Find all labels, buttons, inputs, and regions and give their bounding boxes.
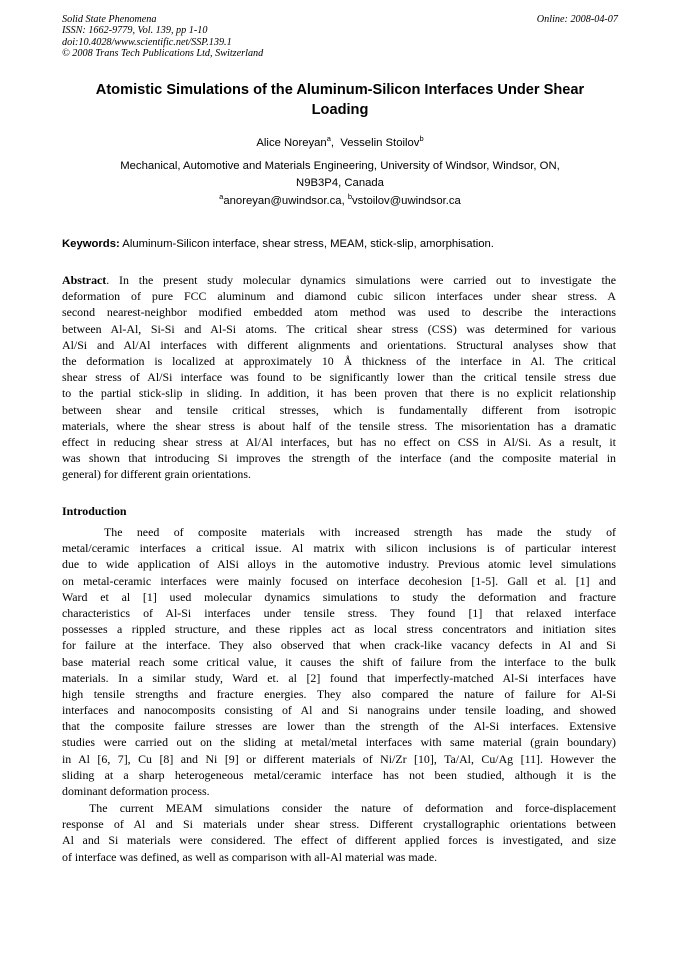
author-superscript: a [326, 134, 331, 143]
paragraph-line: due to wide application of AlSi alloys in the automotive industry. Previous atomic level simulations [62, 557, 616, 572]
keywords-label: Keywords: [62, 238, 120, 250]
paragraph-line: metal/ceramic interfaces a critical issue. Al matrix with silicon inclusions is of particular interest [62, 541, 616, 556]
paragraph-line: high tensile strengths and fracture energies. They also compared the nature of failure for Al-Si [62, 686, 616, 701]
paragraph-line [62, 800, 616, 816]
affiliation-line: Mechanical, Automotive and Materials Engineering, University of Windsor, Windsor, ON, [120, 160, 560, 172]
keywords [62, 237, 618, 251]
author-superscript: b [419, 134, 424, 143]
paragraph-line: Ward et al [1] used molecular dynamics simulations to study the deformation and fracture [62, 589, 616, 604]
email-link[interactable]: anoreyan@uwindsor.ca, [223, 195, 348, 207]
paragraph-line: Al and Si materials were considered. The effect of different applied forces is investigated, and size [62, 833, 616, 848]
email-link[interactable]: vstoilov@uwindsor.ca [352, 195, 461, 207]
abstract-line: second nearest-neighbor modified embedded atom method was used to describe the interactions [62, 305, 616, 320]
email-superscript: a [219, 192, 224, 201]
abstract-line: materials, where the shear stress is about half of the tensile stress. The misorientation has a dramatic [62, 418, 616, 433]
abstract-line: the deformation is localized at approximately 10 Å thickness of the interface in Al. The critical [62, 353, 616, 368]
paper-title [62, 80, 618, 120]
author-name: Vesselin Stoilov [340, 137, 420, 149]
paragraph-line: response of Al and Si materials under shear stress. Different crystallographic orientations between [62, 817, 616, 832]
abstract-label: Abstract [62, 273, 107, 287]
title-line: Loading [311, 102, 369, 118]
abstract-line: Al/Si and Al/Al interfaces with different alignments and orientations. Structural analyses show that [62, 337, 616, 352]
doi-line: doi:10.4028/www.scientific.net/SSP.139.1 [62, 36, 232, 48]
keywords-text: Aluminum-Silicon interface, shear stress, MEAM, stick-slip, amorphisation. [119, 238, 494, 250]
introduction-paragraph-1 [62, 524, 616, 799]
paragraph-line-text: The need of composite materials with increased strength has made the study of [104, 525, 616, 539]
paragraph-line: of interface was defined, as well as comparison with all-Al material was made. [62, 849, 438, 864]
online-date: Online: 2008-04-07 [536, 14, 618, 25]
abstract-line: between shear and tensile critical stresses, which is fundamentally different from isotropic [62, 402, 616, 417]
introduction-paragraph-2 [62, 800, 616, 865]
abstract-line: was shown that introducing Si improves the strength of the interface (and the composite material in [62, 451, 616, 466]
paragraph-line: dominant deformation process. [62, 784, 210, 798]
authors [62, 136, 618, 150]
journal-info [62, 14, 263, 60]
copyright-line: © 2008 Trans Tech Publications Ltd, Switzerland [62, 48, 264, 60]
paragraph-line: possesses a rippled structure, and these ripples act as local stress concentrators and initiation sites [62, 622, 616, 637]
paragraph-line: for failure at the interface. They also observed that when crack-like vacancy defects in Al and Si [62, 638, 616, 653]
abstract [62, 272, 616, 482]
paragraph-line [62, 524, 616, 540]
paragraph-line: base material reach some critical value, it causes the shift of failure from the interface to the bulk [62, 654, 616, 669]
author-separator: , [330, 137, 341, 149]
paragraph-line: characteristics of Al-Si interfaces under tensile stress. They found [1] that relaxed interface [62, 605, 616, 620]
author-name: Alice Noreyan [256, 137, 327, 149]
paragraph-line: that the composite failure stresses are lower than the strength of the Al-Si interfaces. Extensive [62, 719, 616, 734]
issn-line: ISSN: 1662-9779, Vol. 139, pp 1-10 [62, 25, 208, 37]
title-line: Atomistic Simulations of the Aluminum-Silicon Interfaces Under Shear [95, 82, 585, 98]
affiliation-line: N9B3P4, Canada [296, 176, 384, 189]
abstract-line: general) for different grain orientations. [62, 467, 251, 482]
abstract-line: effect in reducing shear stress at Al/Al interfaces, but has no effect on CSS in Al/Si. As a result, it [62, 434, 616, 449]
abstract-line: shear stress of Al/Si interface was found to be significantly lower than the critical tensile stress due [62, 370, 616, 385]
email-superscript: b [347, 192, 353, 201]
abstract-first-line-text: . In the present study molecular dynamics simulations were carried out to investigate the [106, 273, 616, 287]
paragraph-line: materials. In a similar study, Ward et. al [2] found that imperfectly-matched Al-Si interfaces have [62, 670, 616, 685]
abstract-line [62, 272, 616, 288]
paragraph-line: on metal-ceramic interfaces were mainly focused on interface decohesion [1-5]. Gall et al. [1] and [62, 573, 616, 588]
paragraph-line: sliding at a sharp heterogeneous metal/ceramic interface has not been studied, although it is the [62, 767, 616, 782]
abstract-line: between Al-Al, Si-Si and Al-Si atoms. The critical shear stress (CSS) was determined for various [62, 321, 616, 336]
abstract-line: to the partial stick-slip in sliding. In addition, it has been proven that there is no explicit relationship [62, 386, 616, 401]
author-emails [62, 194, 618, 208]
abstract-line: deformation of pure FCC aluminum and diamond cubic silicon interfaces under shear stress. A [62, 289, 616, 304]
paragraph-line: in Al [6, 7], Cu [8] and Ni [9] or different materials of Ni/Zr [10], Ta/Al, Cu/Ag [11]. However the [62, 751, 616, 766]
affiliation [62, 158, 618, 191]
section-heading-introduction: Introduction [62, 504, 127, 518]
paragraph-line: interfaces and nanocomposits consisting of Al and Si nanograins under tensile loading, and showed [62, 703, 616, 718]
paragraph-line: studies were carried out on the sliding at metal/metal interfaces with same material (grain boundary) [62, 735, 616, 750]
journal-name: Solid State Phenomena [62, 14, 157, 25]
paragraph-line-text: The current MEAM simulations consider the nature of deformation and force-displacement [89, 801, 616, 815]
